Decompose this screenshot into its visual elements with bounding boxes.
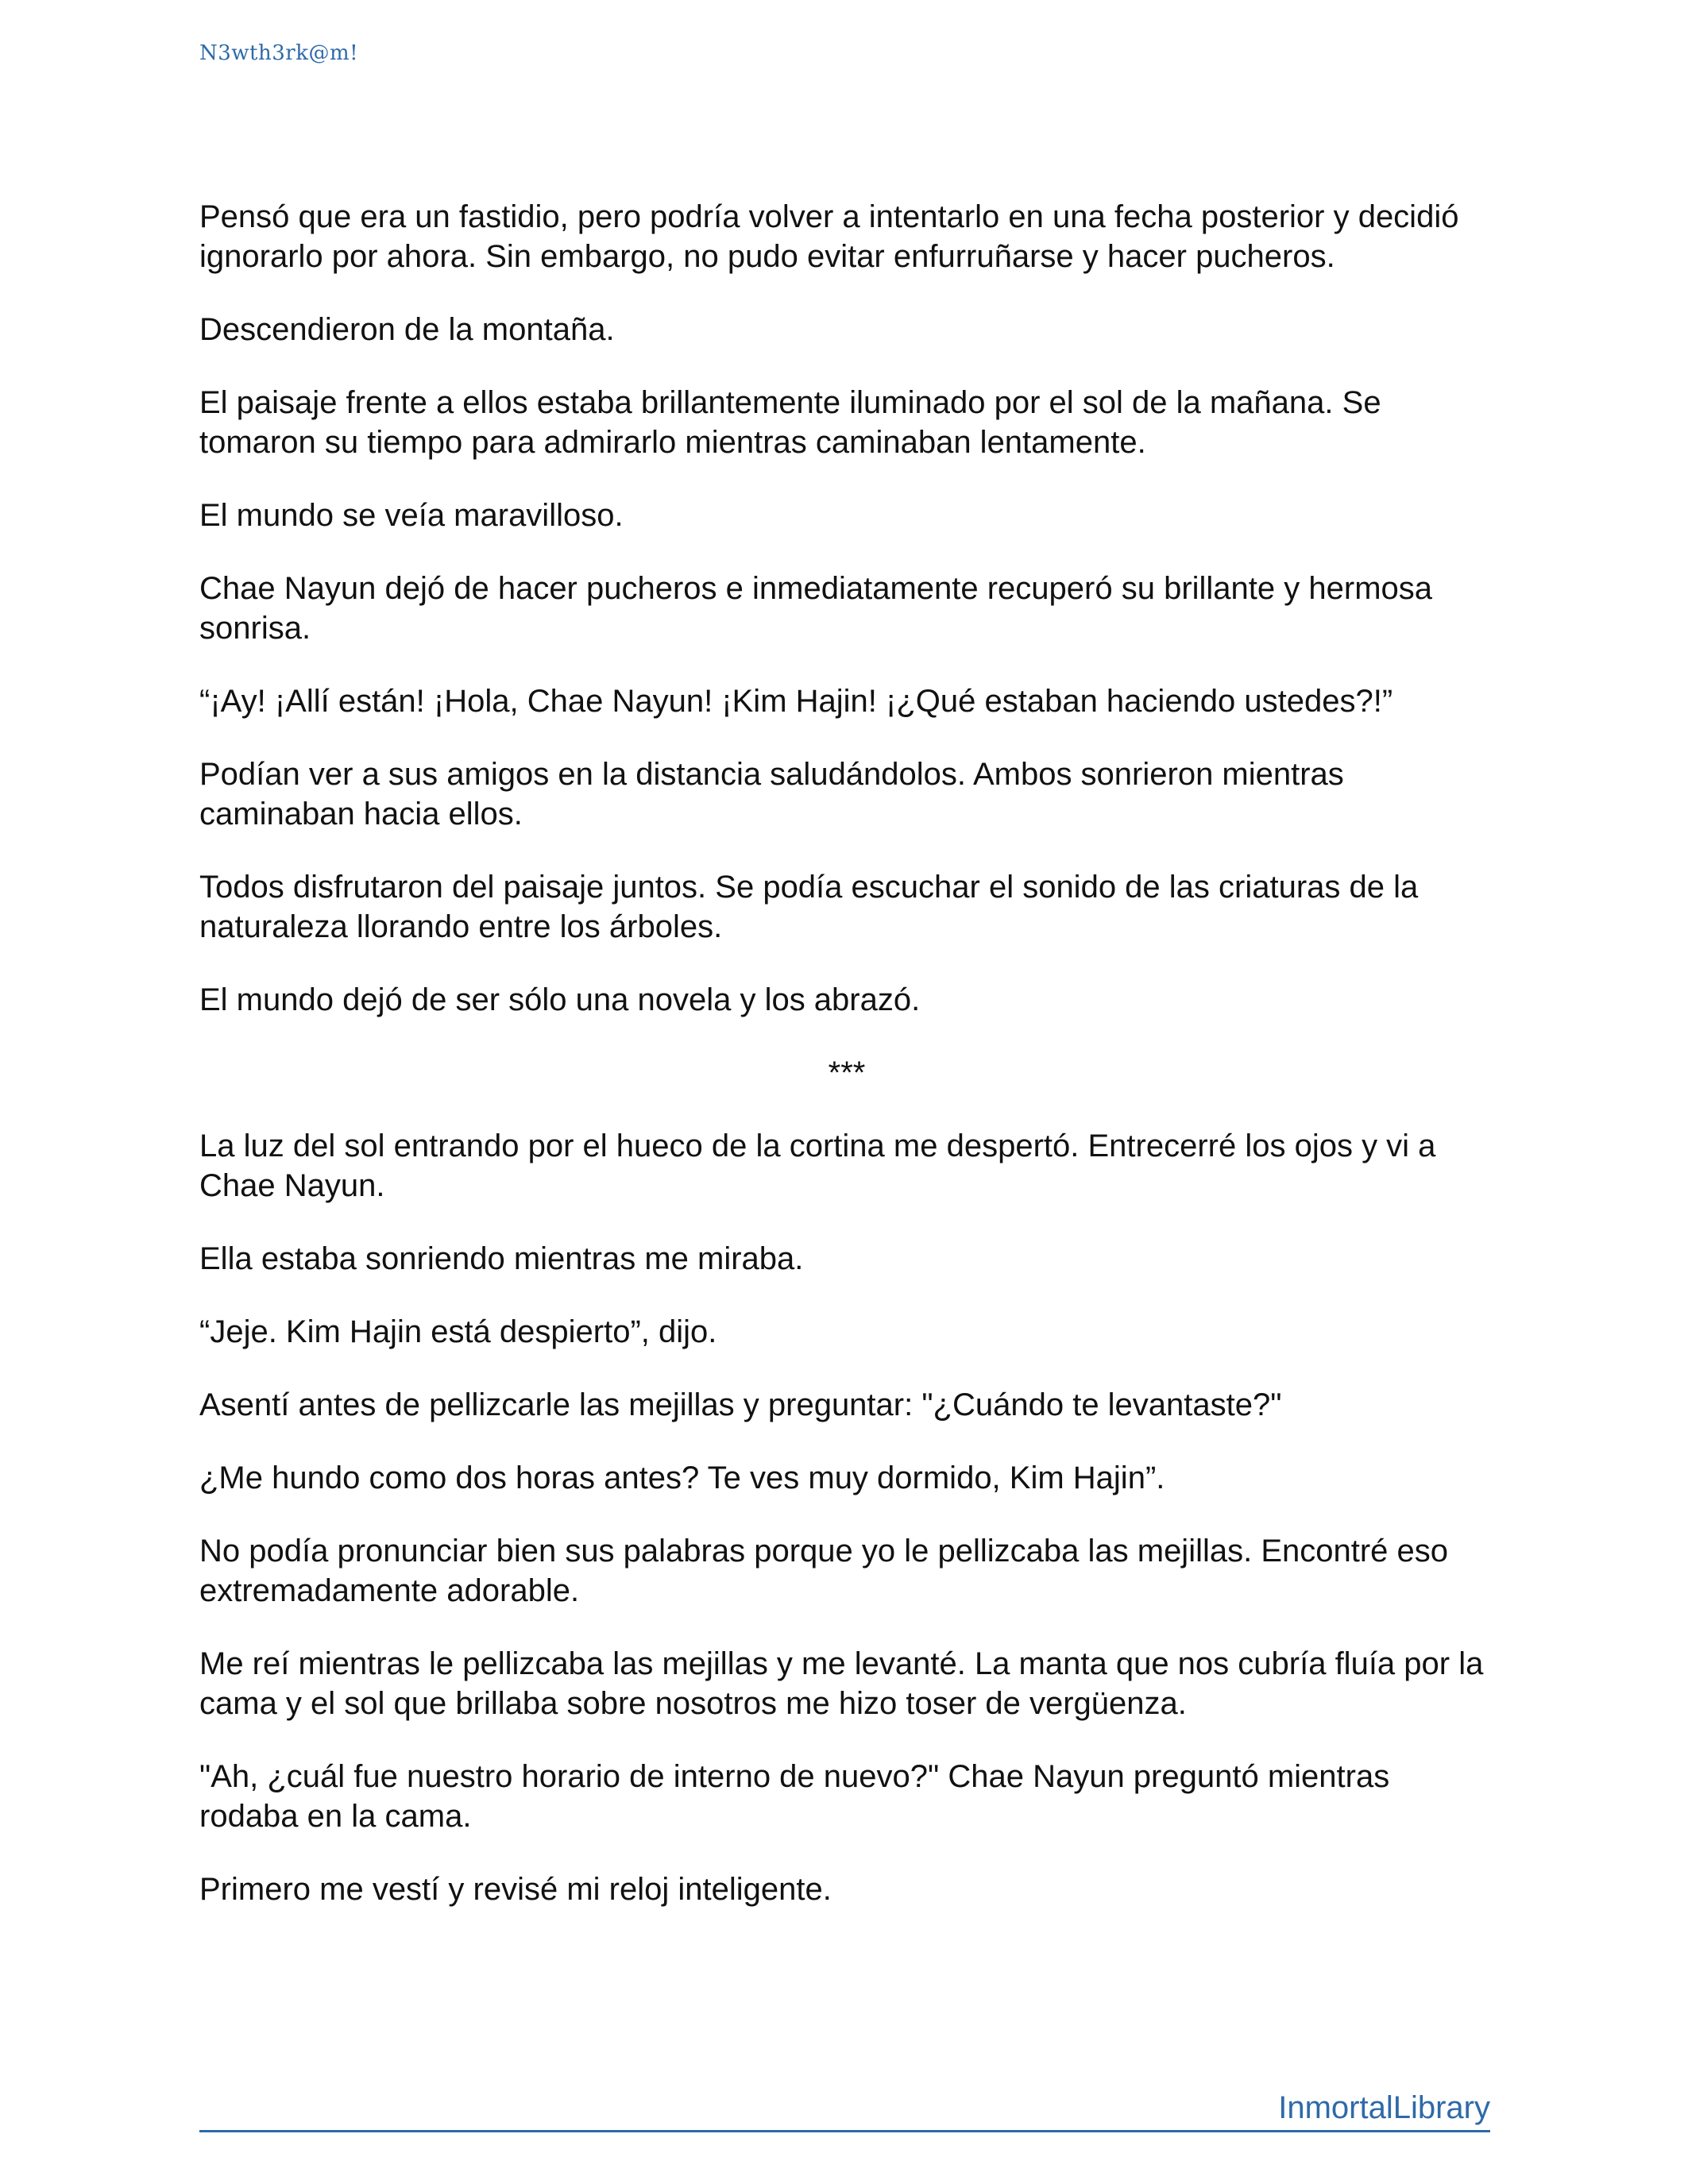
paragraph: ¿Me hundo como dos horas antes? Te ves muy dormido, Kim Hajin”. xyxy=(199,1461,1165,1495)
footer-link[interactable]: InmortalLibrary xyxy=(1278,2090,1490,2125)
document-body xyxy=(199,197,1494,1943)
paragraph: El mundo se veía maravilloso. xyxy=(199,498,624,533)
footer-link-bar xyxy=(199,2086,1490,2132)
scene-separator: *** xyxy=(828,1055,866,1090)
paragraph: Pensó que era un fastidio, pero podría volver a intentarlo en una fecha posterior y decidió ignorarlo por ahora. Sin embargo, no pudo evitar enfurruñarse y hacer pucheros. xyxy=(199,199,1459,274)
paragraph: Todos disfrutaron del paisaje juntos. Se podía escuchar el sonido de las criaturas de la naturaleza llorando entre los árboles. xyxy=(199,870,1419,944)
paragraph: Me reí mientras le pellizcaba las mejillas y me levanté. La manta que nos cubría fluía por la cama y el sol que brillaba sobre nosotros me hizo toser de vergüenza. xyxy=(199,1646,1484,1721)
header-watermark: N3wth3rk@m! xyxy=(199,41,359,65)
paragraph: Primero me vestí y revisé mi reloj inteligente. xyxy=(199,1872,832,1907)
paragraph: El paisaje frente a ellos estaba brillantemente iluminado por el sol de la mañana. Se tomaron su tiempo para admirarlo mientras caminaban lentamente. xyxy=(199,385,1381,460)
paragraph: Asentí antes de pellizcarle las mejillas y preguntar: "¿Cuándo te levantaste?" xyxy=(199,1387,1282,1422)
paragraph: La luz del sol entrando por el hueco de la cortina me despertó. Entrecerré los ojos y vi a Chae Nayun. xyxy=(199,1129,1436,1203)
paragraph: Chae Nayun dejó de hacer pucheros e inmediatamente recuperó su brillante y hermosa sonrisa. xyxy=(199,571,1433,646)
paragraph: Descendieron de la montaña. xyxy=(199,312,615,347)
paragraph: No podía pronunciar bien sus palabras porque yo le pellizcaba las mejillas. Encontré eso extremadamente adorable. xyxy=(199,1534,1449,1608)
paragraph: Ella estaba sonriendo mientras me miraba. xyxy=(199,1241,804,1276)
paragraph: El mundo dejó de ser sólo una novela y los abrazó. xyxy=(199,982,921,1017)
paragraph: "Ah, ¿cuál fue nuestro horario de interno de nuevo?" Chae Nayun preguntó mientras rodaba en la cama. xyxy=(199,1759,1390,1834)
paragraph: “¡Ay! ¡Allí están! ¡Hola, Chae Nayun! ¡Kim Hajin! ¡¿Qué estaban haciendo ustedes?!” xyxy=(199,684,1393,719)
paragraph: Podían ver a sus amigos en la distancia saludándolos. Ambos sonrieron mientras caminaban hacia ellos. xyxy=(199,757,1344,832)
paragraph: “Jeje. Kim Hajin está despierto”, dijo. xyxy=(199,1314,717,1349)
